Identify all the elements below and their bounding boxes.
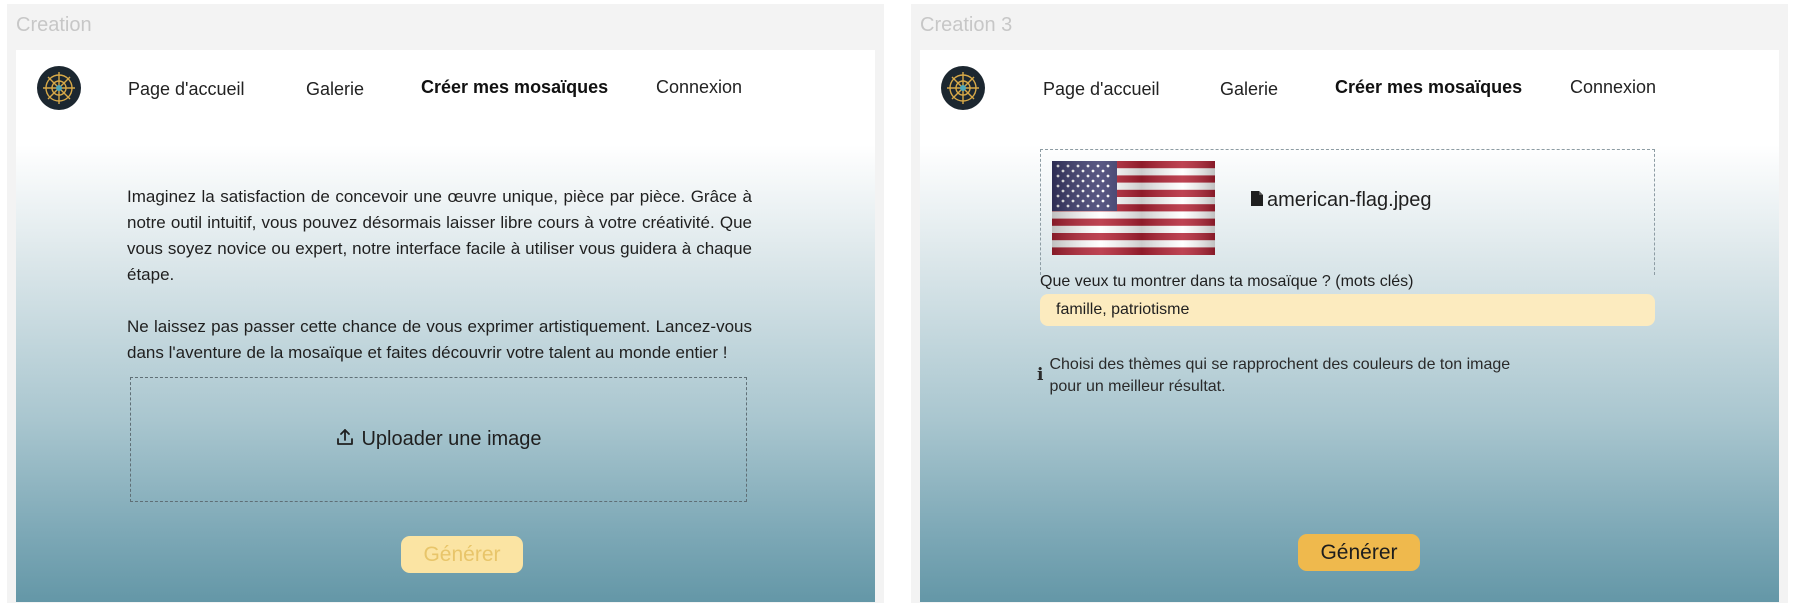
artboard-title: Creation 3	[920, 14, 1013, 36]
keywords-label: Que veux tu montrer dans ta mosaïque ? (mots clés)	[1040, 273, 1414, 290]
file-icon	[1251, 189, 1263, 212]
upload-icon	[335, 427, 355, 453]
mosaic-logo-icon[interactable]	[941, 66, 985, 110]
nav-gallery-link[interactable]: Galerie	[306, 79, 365, 99]
nav-create-link[interactable]: Créer mes mosaïques	[1335, 77, 1523, 97]
info-text-line-1: Choisi des thèmes qui se rapprochent des couleurs de ton image	[1049, 356, 1511, 373]
creation-page	[16, 50, 875, 602]
nav-login-link[interactable]: Connexion	[656, 77, 743, 97]
artboard-title: Creation	[16, 14, 92, 36]
nav-create-link[interactable]: Créer mes mosaïques	[421, 77, 609, 97]
nav-home-link[interactable]: Page d'accueil	[128, 79, 245, 99]
intro-text	[127, 184, 752, 392]
nav-gallery-link[interactable]: Galerie	[1220, 79, 1279, 99]
intro-paragraph-1: Imaginez la satisfaction de concevoir une œuvre unique, pièce par pièce. Grâce à notre outil intuitif, vous pouvez désormais laisser libre cours à votre créativité. Que vous soyez novice ou expert, notre interface facile à utiliser vous guidera à chaque étape.	[127, 187, 752, 284]
generate-button[interactable]: Générer	[1298, 534, 1420, 571]
upload-label: Uploader une image	[361, 428, 542, 450]
upload-button[interactable]	[335, 427, 541, 453]
mosaic-logo-icon[interactable]	[37, 66, 81, 110]
artboard-creation	[7, 4, 884, 603]
info-hint	[1037, 354, 1510, 398]
creation-page	[920, 50, 1779, 602]
keywords-input[interactable]	[1040, 294, 1655, 326]
generate-button[interactable]: Générer	[401, 536, 523, 573]
nav-home-link[interactable]: Page d'accueil	[1043, 79, 1160, 99]
american-flag-thumbnail	[1052, 161, 1215, 255]
intro-paragraph-2: Ne laissez pas passer cette chance de vous exprimer artistiquement. Lancez-vous dans l'aventure de la mosaïque et faites découvrir votre talent au monde entier !	[127, 317, 752, 362]
image-dropzone[interactable]	[130, 377, 747, 502]
info-text-line-2: pour un meilleur résultat.	[1049, 378, 1226, 395]
info-icon: i	[1037, 365, 1044, 385]
nav-login-link[interactable]: Connexion	[1570, 77, 1657, 97]
image-dropzone[interactable]	[1040, 149, 1655, 275]
uploaded-file-name: american-flag.jpeg	[1251, 189, 1432, 212]
artboard-creation-3	[911, 4, 1788, 603]
